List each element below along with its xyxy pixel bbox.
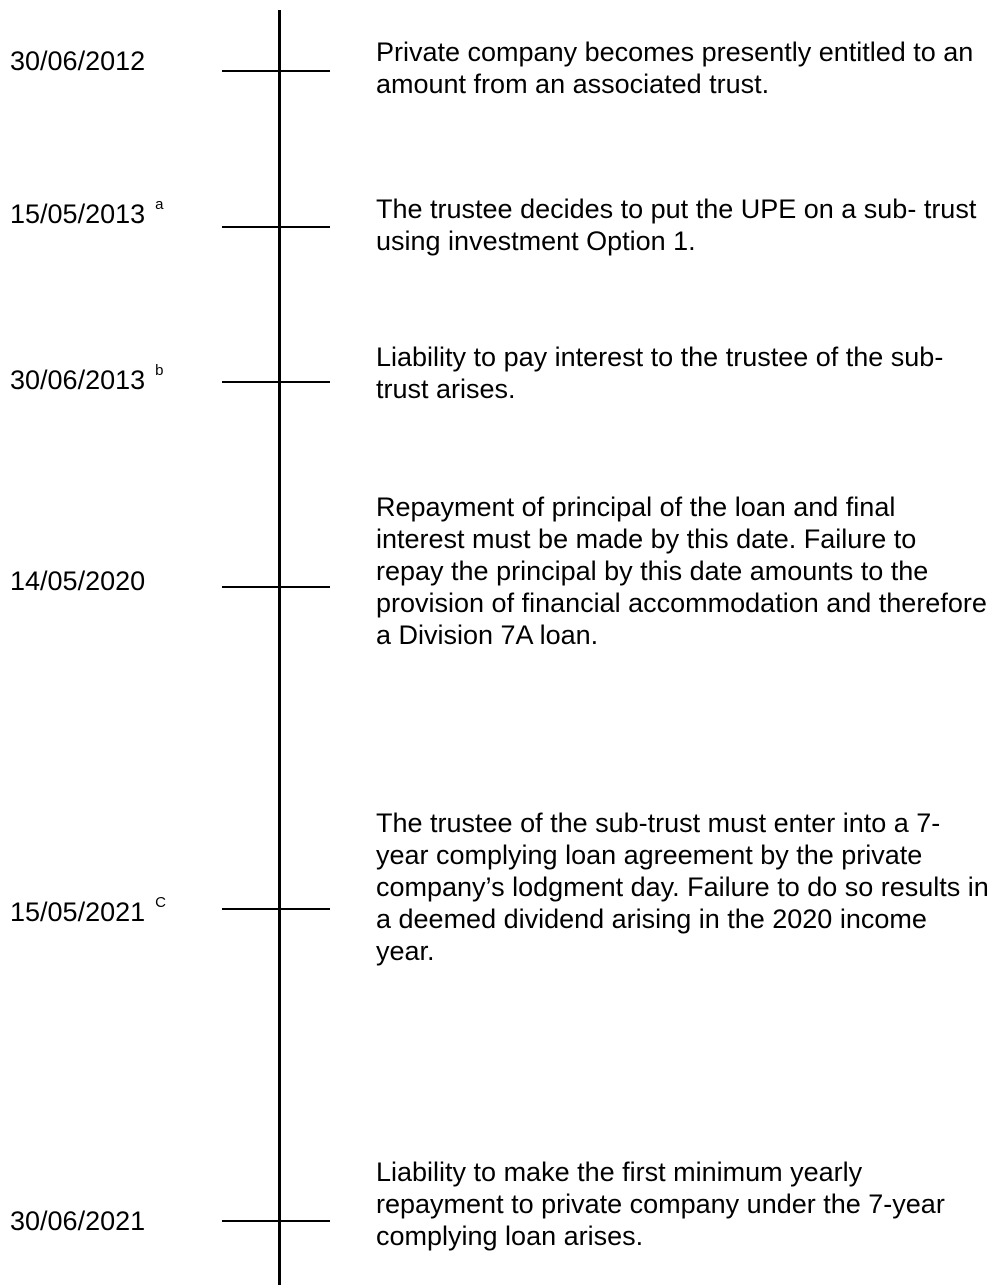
event-date: 15/05/2021 $^C$ [10,894,166,927]
timeline-tick [222,908,330,910]
timeline-tick [222,586,330,588]
event-description: The trustee decides to put the UPE on a sub- trust using investment Option 1. [376,194,977,256]
event-date: 30/06/2021 [10,1206,146,1236]
event-date: 30/06/2012 [10,46,146,76]
timeline-tick [222,1220,330,1222]
event-description: Repayment of principal of the loan and final interest must be made by this date. Failure to repay the principal by this date amounts to the provision of financial accommodation and therefore a Division 7A loan. [376,492,987,650]
timeline-tick [222,226,330,228]
event-date: 15/05/2013 $^a$ [10,196,164,229]
event-date: 14/05/2020 [10,566,146,596]
timeline-tick [222,381,330,383]
event-description: Liability to make the first minimum yearly repayment to private company under the 7-year complying loan arises. [376,1157,945,1251]
footnote-marker: b [155,362,164,379]
event-description: Private company becomes presently entitled to an amount from an associated trust. [376,37,974,99]
event-date: 30/06/2013 $^b$ [10,362,164,395]
event-description: Liability to pay interest to the trustee of the sub-trust arises. [376,342,944,404]
timeline-tick [222,70,330,72]
event-description: The trustee of the sub-trust must enter into a 7-year complying loan agreement by the private company’s lodgment day. Failure to do so results in a deemed dividend arising in the 2020 income year. [376,808,989,966]
timeline-axis [278,10,281,1285]
footnote-marker: a [155,196,164,213]
footnote-marker: C [155,894,166,911]
